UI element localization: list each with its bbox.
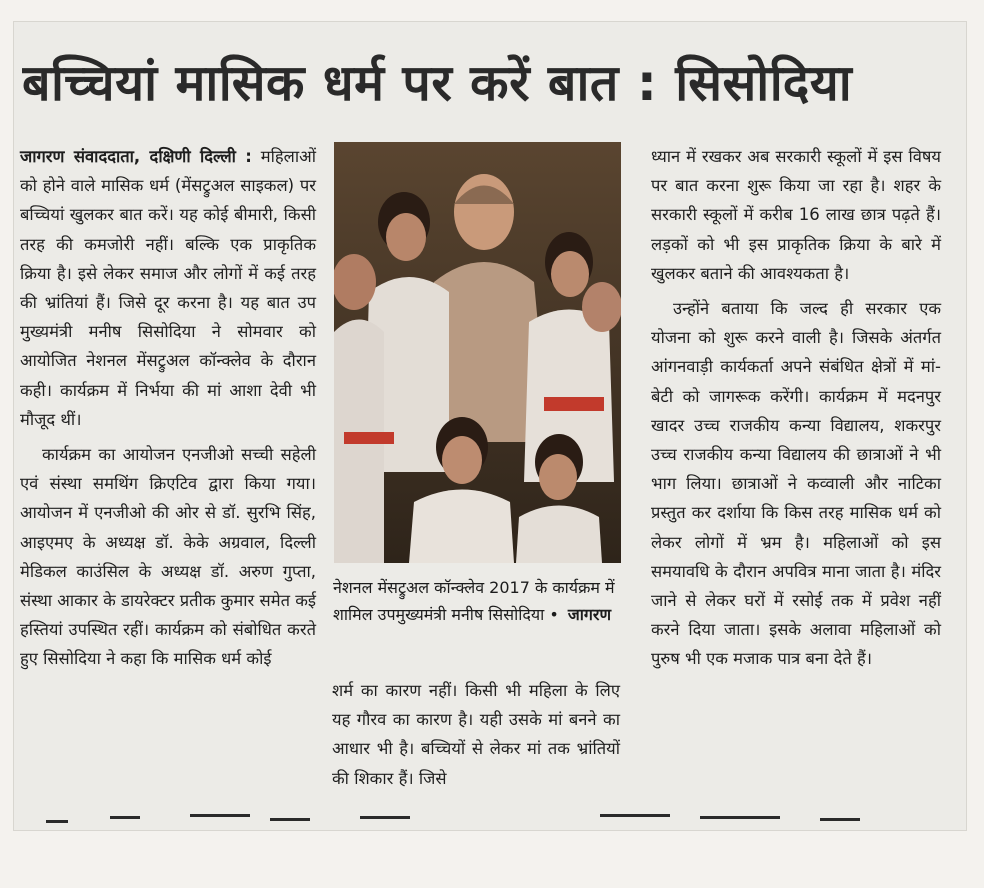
news-photo [334, 142, 621, 563]
photo-credit: जागरण [567, 605, 612, 624]
article-column-middle [332, 676, 620, 798]
article-paragraph: कार्यक्रम का आयोजन एनजीओ सच्ची सहेली एवं संस्था समथिंग क्रिएटिव द्वारा किया गया। आयोजन में एनजीओ की ओर से डॉ. सुरभि सिंह, आइएमए के अध्यक्ष डॉ. केके अग्रवाल, दिल्ली मेडिकल काउंसिल के अध्यक्ष डॉ. अरुण गुप्ता, संस्था आकार के डायरेक्टर प्रतीक कुमार समेत कई हस्तियां उपस्थित रहीं। कार्यक्रम को संबोधित करते हुए सिसोदिया ने कहा कि मासिक धर्म कोई [20, 445, 316, 669]
cut-off-text-fragment [40, 806, 920, 832]
paragraph-text: महिलाओं को होने वाले मासिक धर्म (मेंसट्रुअल साइकल) पर बच्चियां खुलकर बात करें। यह कोई बीमारी, किसी तरह की कमजोरी नहीं। बल्कि एक प्राकृतिक क्रिया है। इसे लेकर समाज और लोगों में कई तरह की भ्रांतियां हैं। जिसे दूर करना है। यह बात उप मुख्यमंत्री मनीष सिसोदिया ने सोमवार को आयोजित नेशनल मेंसट्रुअल कॉन्क्लेव के दौरान कही। कार्यक्रम में निर्भया की मां आशा देवी भी मौजूद थीं। [20, 147, 316, 429]
cut-off-glyph-marks [40, 806, 920, 832]
headline: बच्चियां मासिक धर्म पर करें बात : सिसोदिया [22, 54, 853, 112]
article-paragraph: शर्म का कारण नहीं। किसी भी महिला के लिए यह गौरव का कारण है। यही उसके मां बनने का आधार भी है। बच्चियों से लेकर मां तक भ्रांतियों की शिकार हैं। जिसे [332, 681, 620, 788]
byline: जागरण संवाददाता, दक्षिणी दिल्ली : [20, 147, 252, 166]
article-paragraph: उन्होंने बताया कि जल्द ही सरकार एक योजना को शुरू करने वाली है। जिसके अंतर्गत आंगनवाड़ी कार्यकर्ता अपने संबंधित क्षेत्रों में मां-बेटी को जागरूक करेंगी। कार्यक्रम में मदनपुर खादर उच्च राजकीय कन्या विद्यालय, शकरपुर उच्च राजकीय कन्या विद्यालय की छात्राओं ने भी भाग लिया। छात्राओं ने कव्वाली और नाटिका प्रस्तुत कर दर्शाया कि किस तरह मासिक धर्म को लेकर लोगों में भ्रम है। महिलाओं को इस समयावधि के दौरान अपवित्र माना जाता है। मंदिर जाने से लेकर घरों में रसोई तक में प्रवेश नहीं करने दिया जाता। इसके अलावा महिलाओं को पुरुष भी एक मजाक पात्र बना देते हैं। [651, 299, 941, 669]
article-column-left [20, 142, 316, 797]
article-paragraph: ध्यान में रखकर अब सरकारी स्कूलों में इस विषय पर बात करना शुरू किया जा रहा है। शहर के सरकारी स्कूलों में करीब 16 लाख छात्र पढ़ते हैं। लड़कों को भी इस प्राकृतिक क्रिया के बारे में खुलकर बताने की आवश्यकता है। [651, 147, 941, 283]
caption-separator-icon: • [544, 605, 564, 624]
article-paragraph [20, 142, 316, 434]
photo-caption [333, 574, 619, 664]
group-photo-illustration [334, 142, 621, 563]
caption-text: नेशनल मेंसट्रुअल कॉन्क्लेव 2017 के कार्यक्रम में शामिल उपमुख्यमंत्री मनीष सिसोदिया [333, 578, 615, 624]
article-column-right [651, 142, 941, 797]
